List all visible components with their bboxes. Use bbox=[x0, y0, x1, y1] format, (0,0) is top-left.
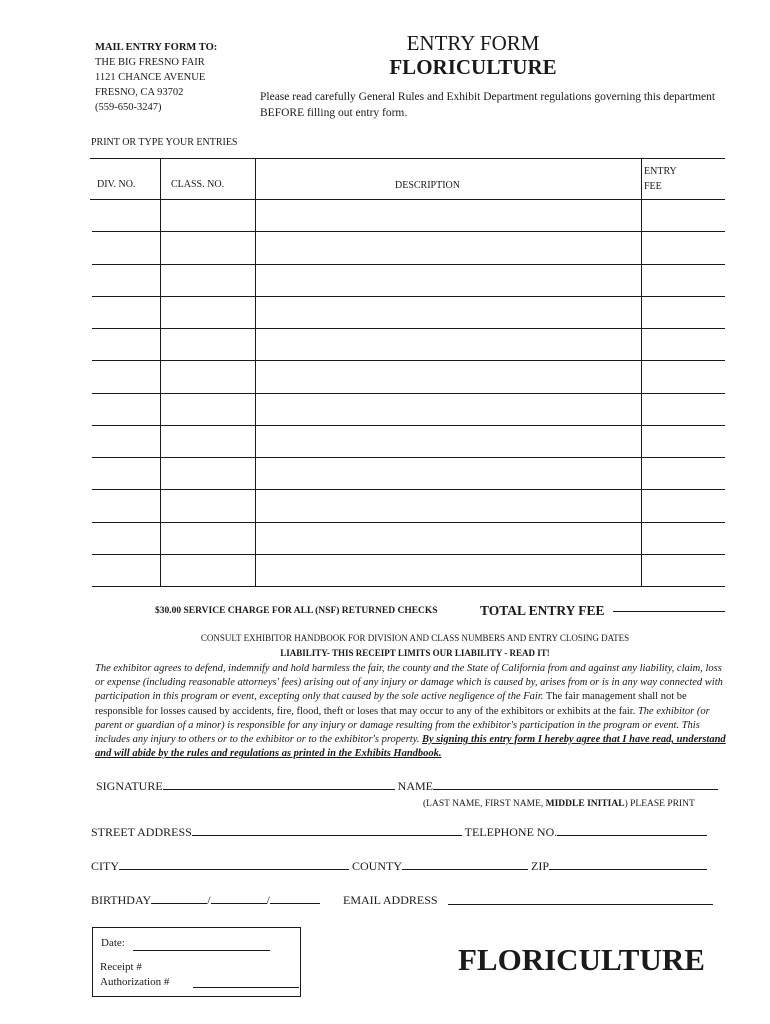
table-col-line bbox=[255, 158, 256, 586]
table-row-line bbox=[92, 393, 725, 394]
table-row-line bbox=[92, 264, 725, 265]
name-note-b: MIDDLE INITIAL bbox=[545, 799, 625, 809]
name-note bbox=[423, 799, 695, 809]
birthday-year-field[interactable] bbox=[270, 902, 320, 904]
total-entry-fee-line[interactable] bbox=[613, 611, 725, 612]
liability-text-1: The exhibitor agrees to defend, indemnify and hold harmless the fair, the county and the State of California from and against any liability, claim, loss or expense (including reasonable attorneys' fees) arising out of any injury or damage which is caused by, arises from or is in any way connected with participation in this program or event, excepting only that caused by the sole active negligence of the Fair. bbox=[95, 663, 723, 703]
street-row bbox=[91, 825, 707, 840]
mail-line: (559-650-3247) bbox=[95, 102, 162, 113]
street-label: STREET ADDRESS bbox=[91, 825, 192, 839]
birthday-slash: / bbox=[207, 893, 211, 907]
header-entry-fee-2: FEE bbox=[644, 181, 662, 192]
header-entry-fee: ENTRY bbox=[644, 166, 677, 177]
date-field[interactable] bbox=[133, 950, 270, 951]
mail-address-block bbox=[95, 40, 217, 115]
table-header-border bbox=[90, 199, 725, 200]
table-row-line bbox=[92, 328, 725, 329]
zip-label: ZIP bbox=[531, 859, 549, 873]
liability-text-3: The exhibitor (or parent or guardian of a minor) is responsible for any injury or damage resulting from the exhibitor's participation in the program or event. This includes any injury to others or to the exhibitor or to the exhibitor's property. bbox=[95, 705, 710, 746]
name-field[interactable] bbox=[433, 788, 718, 790]
form-subtitle: FLORICULTURE bbox=[389, 55, 557, 79]
birthday-label: BIRTHDAY bbox=[91, 893, 152, 907]
telephone-field[interactable] bbox=[557, 834, 707, 836]
birthday-month-field[interactable] bbox=[151, 902, 207, 904]
email-field[interactable] bbox=[448, 904, 713, 905]
table-row-line bbox=[92, 457, 725, 458]
date-label: Date: bbox=[101, 937, 125, 949]
table-row-line bbox=[92, 586, 725, 587]
signature-field[interactable] bbox=[163, 788, 395, 790]
table-col-line bbox=[641, 158, 642, 586]
county-field[interactable] bbox=[402, 868, 528, 870]
intro-text: Please read carefully General Rules and Exhibit Department regulations governing this department BEFORE filling out entry form. bbox=[260, 91, 716, 119]
table-row-line bbox=[92, 231, 725, 232]
signature-label: SIGNATURE bbox=[96, 779, 163, 793]
mail-heading: MAIL ENTRY FORM TO: bbox=[95, 42, 218, 53]
street-field[interactable] bbox=[192, 834, 462, 836]
mail-line: 1121 CHANCE AVENUE bbox=[95, 72, 206, 83]
birthday-day-field[interactable] bbox=[211, 902, 267, 904]
county-label: COUNTY bbox=[352, 859, 402, 873]
city-row bbox=[91, 859, 707, 874]
header-description: DESCRIPTION bbox=[395, 180, 461, 191]
table-row-line bbox=[92, 554, 725, 555]
birthday-row bbox=[91, 893, 320, 908]
office-use-box bbox=[92, 927, 301, 997]
city-field[interactable] bbox=[119, 868, 349, 870]
service-charge-note: $30.00 SERVICE CHARGE FOR ALL (NSF) RETURNED CHECKS bbox=[155, 606, 438, 616]
form-title: ENTRY FORM bbox=[406, 31, 540, 55]
signature-row bbox=[96, 779, 718, 794]
table-row-line bbox=[92, 489, 725, 490]
table-row-line bbox=[92, 425, 725, 426]
header-div-no: DIV. NO. bbox=[97, 179, 136, 190]
table-row-line bbox=[92, 522, 725, 523]
print-type-note: PRINT OR TYPE YOUR ENTRIES bbox=[91, 137, 238, 148]
city-label: CITY bbox=[91, 859, 119, 873]
birthday-slash: / bbox=[266, 893, 270, 907]
telephone-label: TELEPHONE NO. bbox=[464, 825, 558, 839]
table-col-line bbox=[160, 158, 161, 586]
table-row-line bbox=[92, 296, 725, 297]
footer-title: FLORICULTURE bbox=[458, 942, 705, 977]
table-row-line bbox=[92, 360, 725, 361]
name-note-c: ) PLEASE PRINT bbox=[624, 799, 695, 809]
liability-text bbox=[95, 662, 730, 761]
receipt-label: Receipt # bbox=[100, 961, 142, 973]
email-label: EMAIL ADDRESS bbox=[343, 893, 438, 907]
authorization-label: Authorization # bbox=[100, 976, 170, 988]
mail-line: FRESNO, CA 93702 bbox=[95, 87, 184, 98]
table-top-border bbox=[90, 158, 725, 159]
liability-agreement: By signing this entry form I hereby agree that I have read, understand and will abide by the rules and regulations as printed in the Exhibits Handbook. bbox=[95, 734, 726, 760]
name-note-a: (LAST NAME, FIRST NAME, bbox=[423, 799, 546, 809]
liability-text-2: The fair management shall not be responsible for losses caused by accidents, fire, flood, theft or loses that may occur to any of the exhibitors or exhibits at the fair. bbox=[95, 691, 687, 717]
header-class-no: CLASS. NO. bbox=[171, 179, 225, 190]
mail-line: THE BIG FRESNO FAIR bbox=[95, 57, 205, 68]
name-label: NAME bbox=[397, 779, 434, 793]
liability-heading: LIABILITY- THIS RECEIPT LIMITS OUR LIABILITY - READ IT! bbox=[280, 648, 550, 658]
total-entry-fee-label: TOTAL ENTRY FEE bbox=[480, 603, 605, 618]
consult-note: CONSULT EXHIBITOR HANDBOOK FOR DIVISION AND CLASS NUMBERS AND ENTRY CLOSING DATES bbox=[200, 633, 630, 643]
zip-field[interactable] bbox=[549, 868, 707, 870]
authorization-field[interactable] bbox=[193, 987, 299, 988]
